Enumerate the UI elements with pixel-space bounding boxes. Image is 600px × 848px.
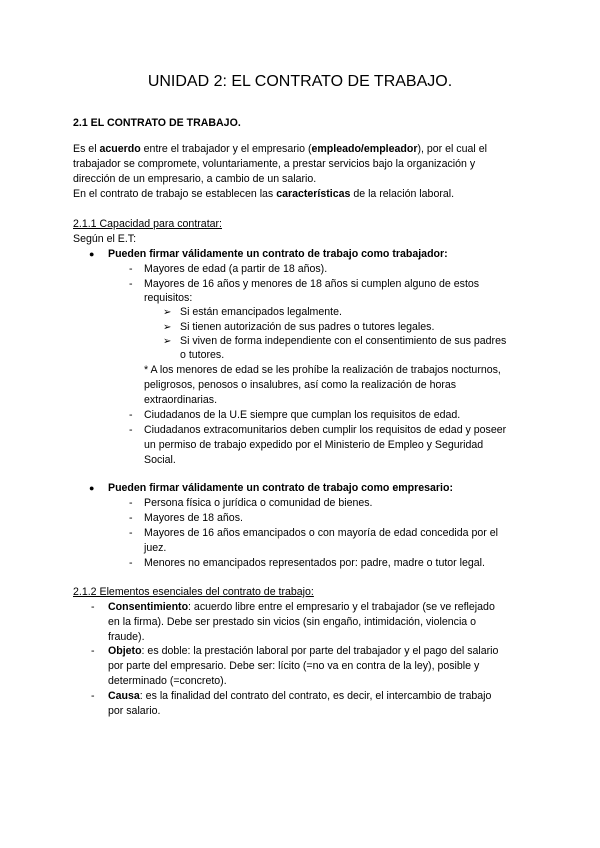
list-item: Mayores de 16 años emancipados o con mayoría de edad concedida por el — [144, 527, 498, 539]
list-item-cont: determinado (=concreto). — [108, 675, 227, 687]
dash-icon: - — [129, 263, 133, 275]
note-line: peligrosos, penosos o insalubres, así como la realización de horas — [144, 379, 457, 391]
sub-list-item-cont: o tutores. — [180, 349, 225, 361]
dash-icon: - — [129, 278, 133, 290]
note-line: * A los menores de edad se les prohíbe la realización de trabajos nocturnos, — [144, 364, 501, 376]
list-item: Causa: es la finalidad del contrato del contrato, es decir, el intercambio de trabajo — [108, 690, 492, 702]
sub-list-item: Si tienen autorización de sus padres o tutores legales. — [180, 321, 435, 333]
page-title: UNIDAD 2: EL CONTRATO DE TRABAJO. — [147, 73, 453, 90]
list-item-cont: por salario. — [108, 705, 161, 717]
list-item: Mayores de edad (a partir de 18 años). — [144, 263, 328, 275]
list-item: Objeto: es doble: la prestación laboral por parte del trabajador y el pago del salario — [108, 645, 499, 657]
dash-icon: - — [91, 645, 95, 657]
list-item: Consentimiento: acuerdo libre entre el empresario y el trabajador (se ve reflejado — [108, 601, 495, 613]
dash-icon: - — [129, 497, 133, 509]
list-item-cont: por parte del empresario. Debe ser: lícito (=no va en contra de la ley), posible y — [108, 660, 480, 672]
paragraph-line: Es el acuerdo entre el trabajador y el empresario (empleado/empleador), por el cual el — [73, 143, 487, 155]
note-line: extraordinarias. — [144, 394, 218, 406]
dash-icon: - — [129, 409, 133, 421]
section-heading-2-1-1: 2.1.1 Capacidad para contratar: — [73, 218, 222, 230]
paragraph-line: trabajador se compromete, voluntariamente, a prestar servicios bajo la organización y — [73, 158, 476, 170]
dash-icon: - — [129, 557, 133, 569]
section-heading-2-1-2: 2.1.2 Elementos esenciales del contrato de trabajo: — [73, 586, 314, 598]
list-item-cont: Social. — [144, 454, 176, 466]
arrow-bullet-icon: ➢ — [163, 322, 172, 333]
arrow-bullet-icon: ➢ — [163, 307, 172, 318]
paragraph-line: En el contrato de trabajo se establecen las características de la relación laboral. — [73, 188, 455, 200]
list-item-cont: requisitos: — [144, 292, 193, 304]
dash-icon: - — [129, 424, 133, 436]
list-item: Persona física o jurídica o comunidad de bienes. — [144, 497, 373, 509]
list-item-cont: juez. — [144, 542, 167, 554]
dash-icon: - — [91, 601, 95, 613]
dash-icon: - — [129, 527, 133, 539]
bullet-heading-trabajador: Pueden firmar válidamente un contrato de trabajo como trabajador: — [108, 248, 448, 260]
list-item: Ciudadanos extracomunitarios deben cumplir los requisitos de edad y poseer — [144, 424, 507, 436]
bullet-heading-empresario: Pueden firmar válidamente un contrato de trabajo como empresario: — [108, 482, 453, 494]
list-item: Menores no emancipados representados por: padre, madre o tutor legal. — [144, 557, 485, 569]
dash-icon: - — [91, 690, 95, 702]
dash-icon: - — [129, 512, 133, 524]
list-item: Ciudadanos de la U.E siempre que cumplan los requisitos de edad. — [144, 409, 461, 421]
paragraph-line: dirección de un empresario, a cambio de un salario. — [73, 173, 317, 185]
list-item: Mayores de 18 años. — [144, 512, 243, 524]
list-item-cont: en la firma). Debe ser prestado sin vicios (sin engaño, intimidación, violencia o — [108, 616, 477, 628]
list-item: Mayores de 16 años y menores de 18 años si cumplen alguno de estos — [144, 278, 480, 290]
section-heading-2-1: 2.1 EL CONTRATO DE TRABAJO. — [73, 117, 241, 129]
sub-list-item: Si están emancipados legalmente. — [180, 306, 342, 318]
sub-list-item: Si viven de forma independiente con el consentimiento de sus padres — [180, 335, 507, 347]
list-item-cont: fraude). — [108, 631, 145, 643]
intro-text: Según el E.T: — [73, 233, 137, 245]
arrow-bullet-icon: ➢ — [163, 336, 172, 347]
bullet-icon: ● — [89, 249, 95, 259]
bullet-icon: ● — [89, 483, 95, 493]
list-item-cont: un permiso de trabajo expedido por el Ministerio de Empleo y Seguridad — [144, 439, 484, 451]
